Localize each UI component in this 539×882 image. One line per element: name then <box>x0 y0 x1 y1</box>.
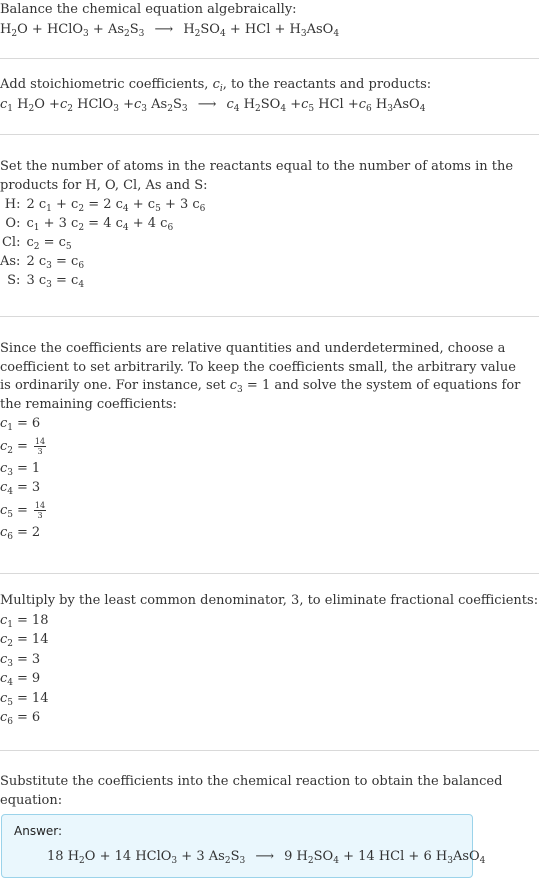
divider <box>0 316 539 317</box>
coefficient-value: $c_2 = 14$ <box>0 632 49 649</box>
equation-row <box>0 252 205 271</box>
element-label: H: <box>4 197 21 212</box>
element-label: O: <box>5 216 21 231</box>
sulfuric-acid-formula: $H_2SO_4$ <box>183 21 226 39</box>
divider <box>0 58 539 59</box>
solution-values <box>0 414 539 542</box>
coefficient-value: $c_1 = 18$ <box>0 612 49 630</box>
step-add-coefficients <box>0 76 539 115</box>
unbalanced-equation: $H_2O$ + HClO$_3$ + $As_2S_3$ ⟶ $H_2SO_4$ + HCl + $H_3AsO_4$ <box>0 21 340 39</box>
divider <box>0 750 539 751</box>
step-substitute <box>0 773 539 810</box>
balance-equation: 2 $c_1 + c_2 = 2$ $c_4 + c_5 + 3$ $c_6$ <box>26 197 206 214</box>
coefficient-value: $c_5$ = $\frac{14}{3}$ <box>0 500 46 520</box>
chloric-acid-formula: HClO$_3$ <box>46 21 89 39</box>
coefficient-value: $c_2$ = $\frac{14}{3}$ <box>0 436 46 456</box>
coefficient-value: $c_4 = 3$ <box>0 480 41 497</box>
divider <box>0 573 539 574</box>
arsenic-acid-formula: $H_3AsO_4$ <box>289 21 340 39</box>
step-atom-balance <box>0 158 539 290</box>
step5-text: Substitute the coefficients into the chemical reaction to obtain the balanced equation: <box>0 774 503 808</box>
coefficient-value: $c_3 = 3$ <box>0 651 41 669</box>
element-label: Cl: <box>1 235 21 250</box>
answer-coefficient: 14 <box>114 849 132 864</box>
equation-row <box>0 195 205 214</box>
answer-coefficient: 6 <box>423 849 432 864</box>
integer-values <box>0 611 539 728</box>
equation-row <box>0 233 205 252</box>
balanced-equation: 18 $H_2O + 14$ HClO$_3$ + 3 $As_2S_3$ ⟶ 9 $H_2SO_4 + 14$ HCl + 6 $H_3AsO_4$ <box>47 849 486 866</box>
fraction: $\frac{14}{3}$ <box>34 436 46 456</box>
equation-row <box>0 271 205 290</box>
coefficient-equation: $c_1$ $H_2O +c_2$ HClO$_3$ $+c_3$ $As_2S_3$ ⟶ $c_4$ $H_2SO_4 +c_5$ HCl $+c_6$ $H_3AsO_4$ <box>0 96 426 114</box>
equation-system <box>0 195 205 290</box>
arsenic-sulfide-formula: $As_2S_3$ <box>107 21 145 39</box>
fraction: $\frac{14}{3}$ <box>34 500 46 520</box>
step1-text: Add stoichiometric coefficients, $c_i$, to the reactants and products: <box>0 77 432 94</box>
step3-text: Since the coefficients are relative quantities and underdetermined, choose a coefficient to set arbitrarily. To keep the coefficients small, the arbitrary value is ordinarily one. For instance, set $c_3 = 1$ and solve the system of equations for the remaining coefficients: <box>0 341 521 412</box>
equation-row <box>0 214 205 233</box>
coefficient-value: $c_6 = 2$ <box>0 524 41 542</box>
answer-coefficient: 14 <box>358 849 375 864</box>
step2-text: Set the number of atoms in the reactants equal to the number of atoms in the products for H, O, Cl, As and S: <box>0 159 514 193</box>
coefficient-value: $c_5 = 14$ <box>0 690 49 708</box>
element-label: S: <box>7 273 21 288</box>
step4-text: Multiply by the least common denominator, 3, to eliminate fractional coefficients: <box>0 593 539 608</box>
element-label: As: <box>0 254 21 269</box>
balance-equation: $c_1 + 3$ $c_2 = 4$ $c_4 + 4$ $c_6$ <box>26 216 174 233</box>
step-solve <box>0 340 539 542</box>
answer-coefficient: 9 <box>284 849 293 864</box>
coefficient-value: $c_1 = 6$ <box>0 416 41 433</box>
coefficient-value: $c_4 = 9$ <box>0 671 41 688</box>
reaction-arrow: ⟶ <box>154 21 174 37</box>
divider <box>0 134 539 135</box>
intro-section <box>0 1 539 40</box>
intro-heading: Balance the chemical equation algebraically: <box>0 2 297 17</box>
answer-label: Answer: <box>14 824 63 838</box>
hcl-formula: HCl <box>244 21 271 37</box>
balance-equation: 2 $c_3 = c_6$ <box>26 254 85 271</box>
coefficient-value: $c_6 = 6$ <box>0 710 41 727</box>
coefficient-value: $c_3 = 1$ <box>0 460 41 478</box>
answer-coefficient: 3 <box>196 849 205 864</box>
answer-box <box>1 814 486 878</box>
balance-equation: 3 $c_3 = c_4$ <box>26 273 85 290</box>
balance-equation: $c_2 = c_5$ <box>26 235 72 252</box>
answer-coefficient: 18 <box>47 849 64 864</box>
step-multiply <box>0 592 539 728</box>
water-formula: $H_2O$ <box>0 21 28 39</box>
